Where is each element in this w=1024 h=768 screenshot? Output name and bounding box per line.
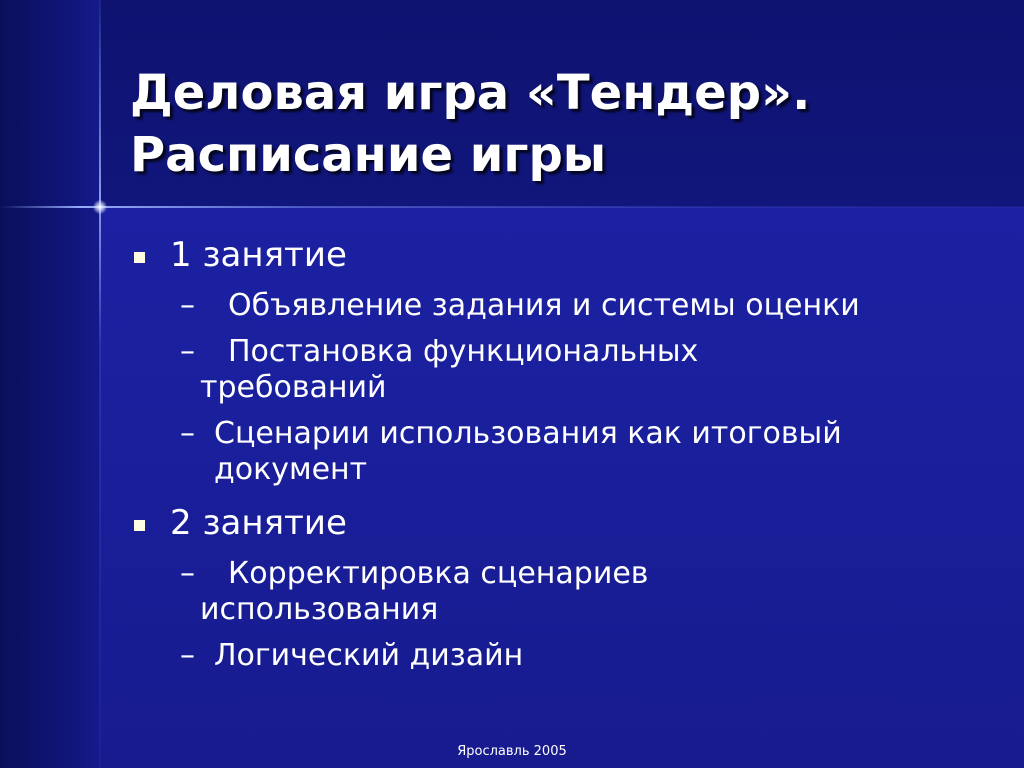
dash-marker: – bbox=[180, 416, 195, 451]
sub-item-line: Сценарии использования как итоговый bbox=[214, 416, 842, 451]
slide-content bbox=[130, 228, 990, 686]
sub-item bbox=[130, 288, 990, 324]
slide-title bbox=[130, 62, 990, 186]
sub-item-line: Постановка функциональных bbox=[228, 334, 699, 369]
sub-item-text bbox=[214, 288, 860, 323]
sub-item-line: использования bbox=[200, 592, 439, 627]
dash-marker: – bbox=[180, 288, 195, 323]
session-group-1 bbox=[130, 232, 990, 488]
bullet-item-session-1 bbox=[130, 232, 990, 278]
sub-item bbox=[130, 638, 990, 674]
square-bullet-icon bbox=[134, 520, 145, 531]
horizontal-light-line bbox=[0, 206, 1024, 208]
left-decor-band bbox=[0, 0, 100, 768]
sub-item bbox=[130, 334, 990, 406]
slide-title-line-1: Деловая игра «Тендер». bbox=[130, 65, 811, 121]
sub-item-text bbox=[200, 334, 990, 406]
sub-item-line: Логический дизайн bbox=[214, 638, 524, 673]
square-bullet-icon bbox=[134, 252, 145, 263]
slide-title-line-2: Расписание игры bbox=[130, 127, 607, 183]
sparkle-icon bbox=[93, 200, 107, 214]
bullet-item-label: 2 занятие bbox=[170, 503, 347, 543]
dash-marker: – bbox=[180, 556, 195, 591]
session-group-2 bbox=[130, 500, 990, 674]
sub-item-line: Корректировка сценариев bbox=[228, 556, 649, 591]
sub-item-text bbox=[214, 638, 523, 673]
sub-item-text bbox=[200, 556, 990, 628]
dash-marker: – bbox=[180, 334, 195, 369]
sub-item-line: документ bbox=[214, 452, 368, 487]
bullet-item-session-2 bbox=[130, 500, 990, 546]
bullet-item-label: 1 занятие bbox=[170, 235, 347, 275]
sub-item-line: требований bbox=[200, 370, 387, 405]
slide-footer: Ярославль 2005 bbox=[457, 744, 567, 759]
sub-item bbox=[130, 416, 990, 488]
dash-marker: – bbox=[180, 638, 195, 673]
vertical-light-line bbox=[99, 0, 101, 768]
sub-item-line: Объявление задания и системы оценки bbox=[228, 288, 860, 323]
sub-item-text bbox=[214, 416, 990, 488]
sub-item bbox=[130, 556, 990, 628]
